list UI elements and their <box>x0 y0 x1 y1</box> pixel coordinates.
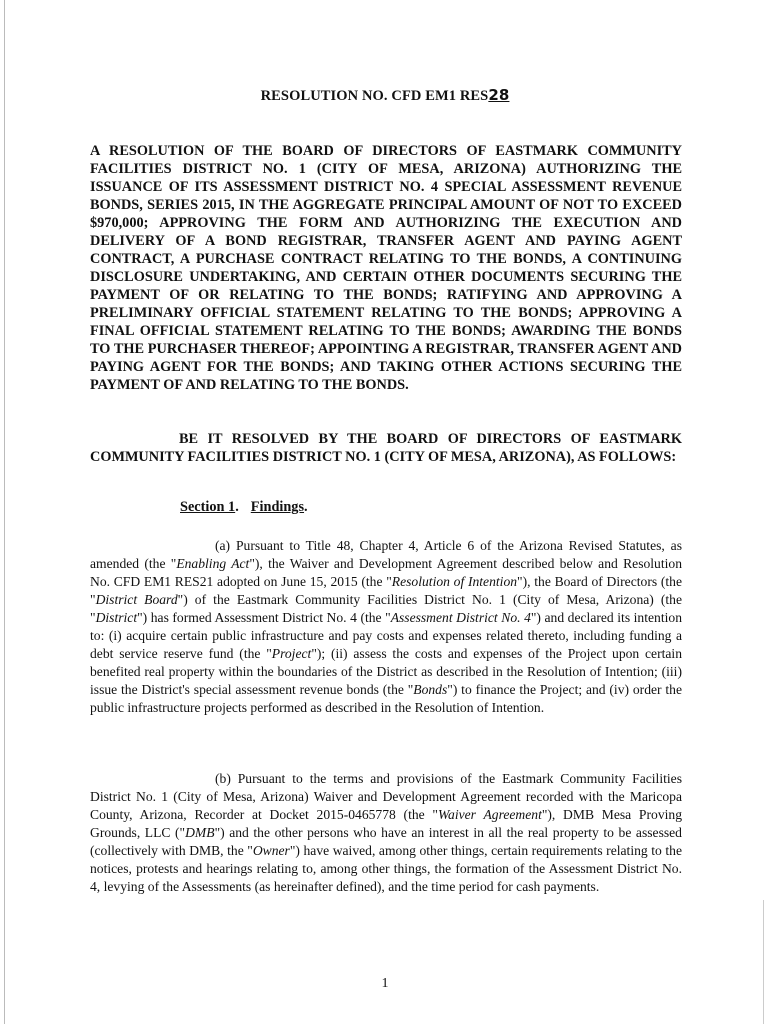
para-a-term-project: Project <box>271 646 312 661</box>
para-b-text-1: (b) Pursuant to the terms and provisions of the Eastmark Community Facilities District No. 1 (City of Mesa, Arizona) Waiver and Development Agreement recorded with the Maricopa County, Arizona, Recorder at Docket 2015-0465778 (the " <box>90 771 682 822</box>
para-b-text-4: ") have waived, among other things, certain requirements relating to the notices, protests and hearings relating to, among other things, the formation of the Assessment District No. 4, levying of the Assessments (as hereinafter defined), and the time period for cash payments. <box>90 843 682 894</box>
para-b-term-dmb: DMB <box>185 825 215 840</box>
scan-edge-left <box>4 0 5 1024</box>
para-a-text-5: ") has formed Assessment District No. 4 (the " <box>137 610 391 625</box>
resolution-title <box>0 86 770 105</box>
para-a-term-assessment-district: Assessment District No. 4 <box>390 610 531 625</box>
para-a-text-1: (a) Pursuant to Title 48, Chapter 4, Article 6 of the Arizona Revised Statutes, as amended (the " <box>90 538 682 571</box>
paragraph-b <box>90 770 682 896</box>
para-a-text-8: ") to finance the Project; and (iv) order the public infrastructure projects performed as described in the Resolution of Intention. <box>90 682 682 715</box>
para-a-text-7: "); (ii) assess the costs and expenses of the Project upon certain benefited real property within the boundaries of the District as described in the Resolution of Intention; (iii) issue the District's special assessment revenue bonds (the " <box>90 646 682 697</box>
para-a-term-district: District <box>95 610 138 625</box>
title-prefix: RESOLUTION NO. CFD EM1 RES <box>260 88 489 104</box>
page-number: 1 <box>381 976 389 991</box>
section-title: Findings <box>250 499 305 515</box>
para-a-text-2: "), the Waiver and Development Agreement described below and Resolution No. CFD EM1 RES21 adopted on June 15, 2015 (the " <box>90 556 683 589</box>
resolution-heading: A RESOLUTION OF THE BOARD OF DIRECTORS OF EASTMARK COMMUNITY FACILITIES DISTRICT NO. 1 (CITY OF MESA, ARIZONA) AUTHORIZING THE ISSUANCE OF ITS ASSESSMENT DISTRICT NO. 4 SPECIAL ASSESSMENT REVENUE BONDS, SERIES 2015, IN THE AGGREGATE PRINCIPAL AMOUNT OF NOT TO EXCEED $970,000; APPROVING THE FORM AND AUTHORIZING THE EXECUTION AND DELIVERY OF A BOND REGISTRAR, TRANSFER AGENT AND PAYING AGENT CONTRACT, A PURCHASE CONTRACT RELATING TO THE BONDS, A CONTINUING DISCLOSURE UNDERTAKING, AND CERTAIN OTHER DOCUMENTS SECURING THE PAYMENT OF OR RELATING TO THE BONDS; RATIFYING AND APPROVING A PRELIMINARY OFFICIAL STATEMENT RELATING TO THE BONDS; APPROVING A FINAL OFFICIAL STATEMENT RELATING TO THE BONDS; AWARDING THE BONDS TO THE PURCHASER THEREOF; APPOINTING A REGISTRAR, TRANSFER AGENT AND PAYING AGENT FOR THE BONDS; AND TAKING OTHER ACTIONS SECURING THE PAYMENT OF AND RELATING TO THE BONDS. <box>90 143 682 393</box>
para-a-text-4: ") of the Eastmark Community Facilities District No. 1 (City of Mesa, Arizona) (the " <box>90 592 683 625</box>
para-b-text-2: "), DMB Mesa Proving Grounds, LLC (" <box>90 807 682 840</box>
scan-edge-right <box>763 900 764 1024</box>
resolved-clause: BE IT RESOLVED BY THE BOARD OF DIRECTORS OF EASTMARK COMMUNITY FACILITIES DISTRICT NO. 1 (CITY OF MESA, ARIZONA), AS FOLLOWS: <box>90 431 682 465</box>
paragraph-a <box>90 537 682 717</box>
handwritten-resolution-number: 28 <box>488 86 510 104</box>
para-b-text-3: ") and the other persons who have an interest in all the real property to be assessed (collectively with DMB, the " <box>90 825 682 858</box>
para-a-term-district-board: District Board <box>95 592 178 607</box>
para-a-text-6: ") and declared its intention to: (i) acquire certain public infrastructure and pay costs and expenses related thereto, including funding a debt service reserve fund (the " <box>90 610 682 661</box>
section-heading: Section 1. Findings. <box>180 499 308 515</box>
para-b-term-owner: Owner <box>252 843 290 858</box>
section-number: Section 1 <box>180 499 236 515</box>
para-a-text-3: "), the Board of Directors (the " <box>90 574 682 607</box>
para-b-term-waiver-agreement: Waiver Agreement <box>437 807 542 822</box>
para-a-term-enabling-act: Enabling Act <box>176 556 250 571</box>
para-a-term-resolution-of-intention: Resolution of Intention <box>391 574 518 589</box>
para-a-term-bonds: Bonds <box>413 682 448 697</box>
